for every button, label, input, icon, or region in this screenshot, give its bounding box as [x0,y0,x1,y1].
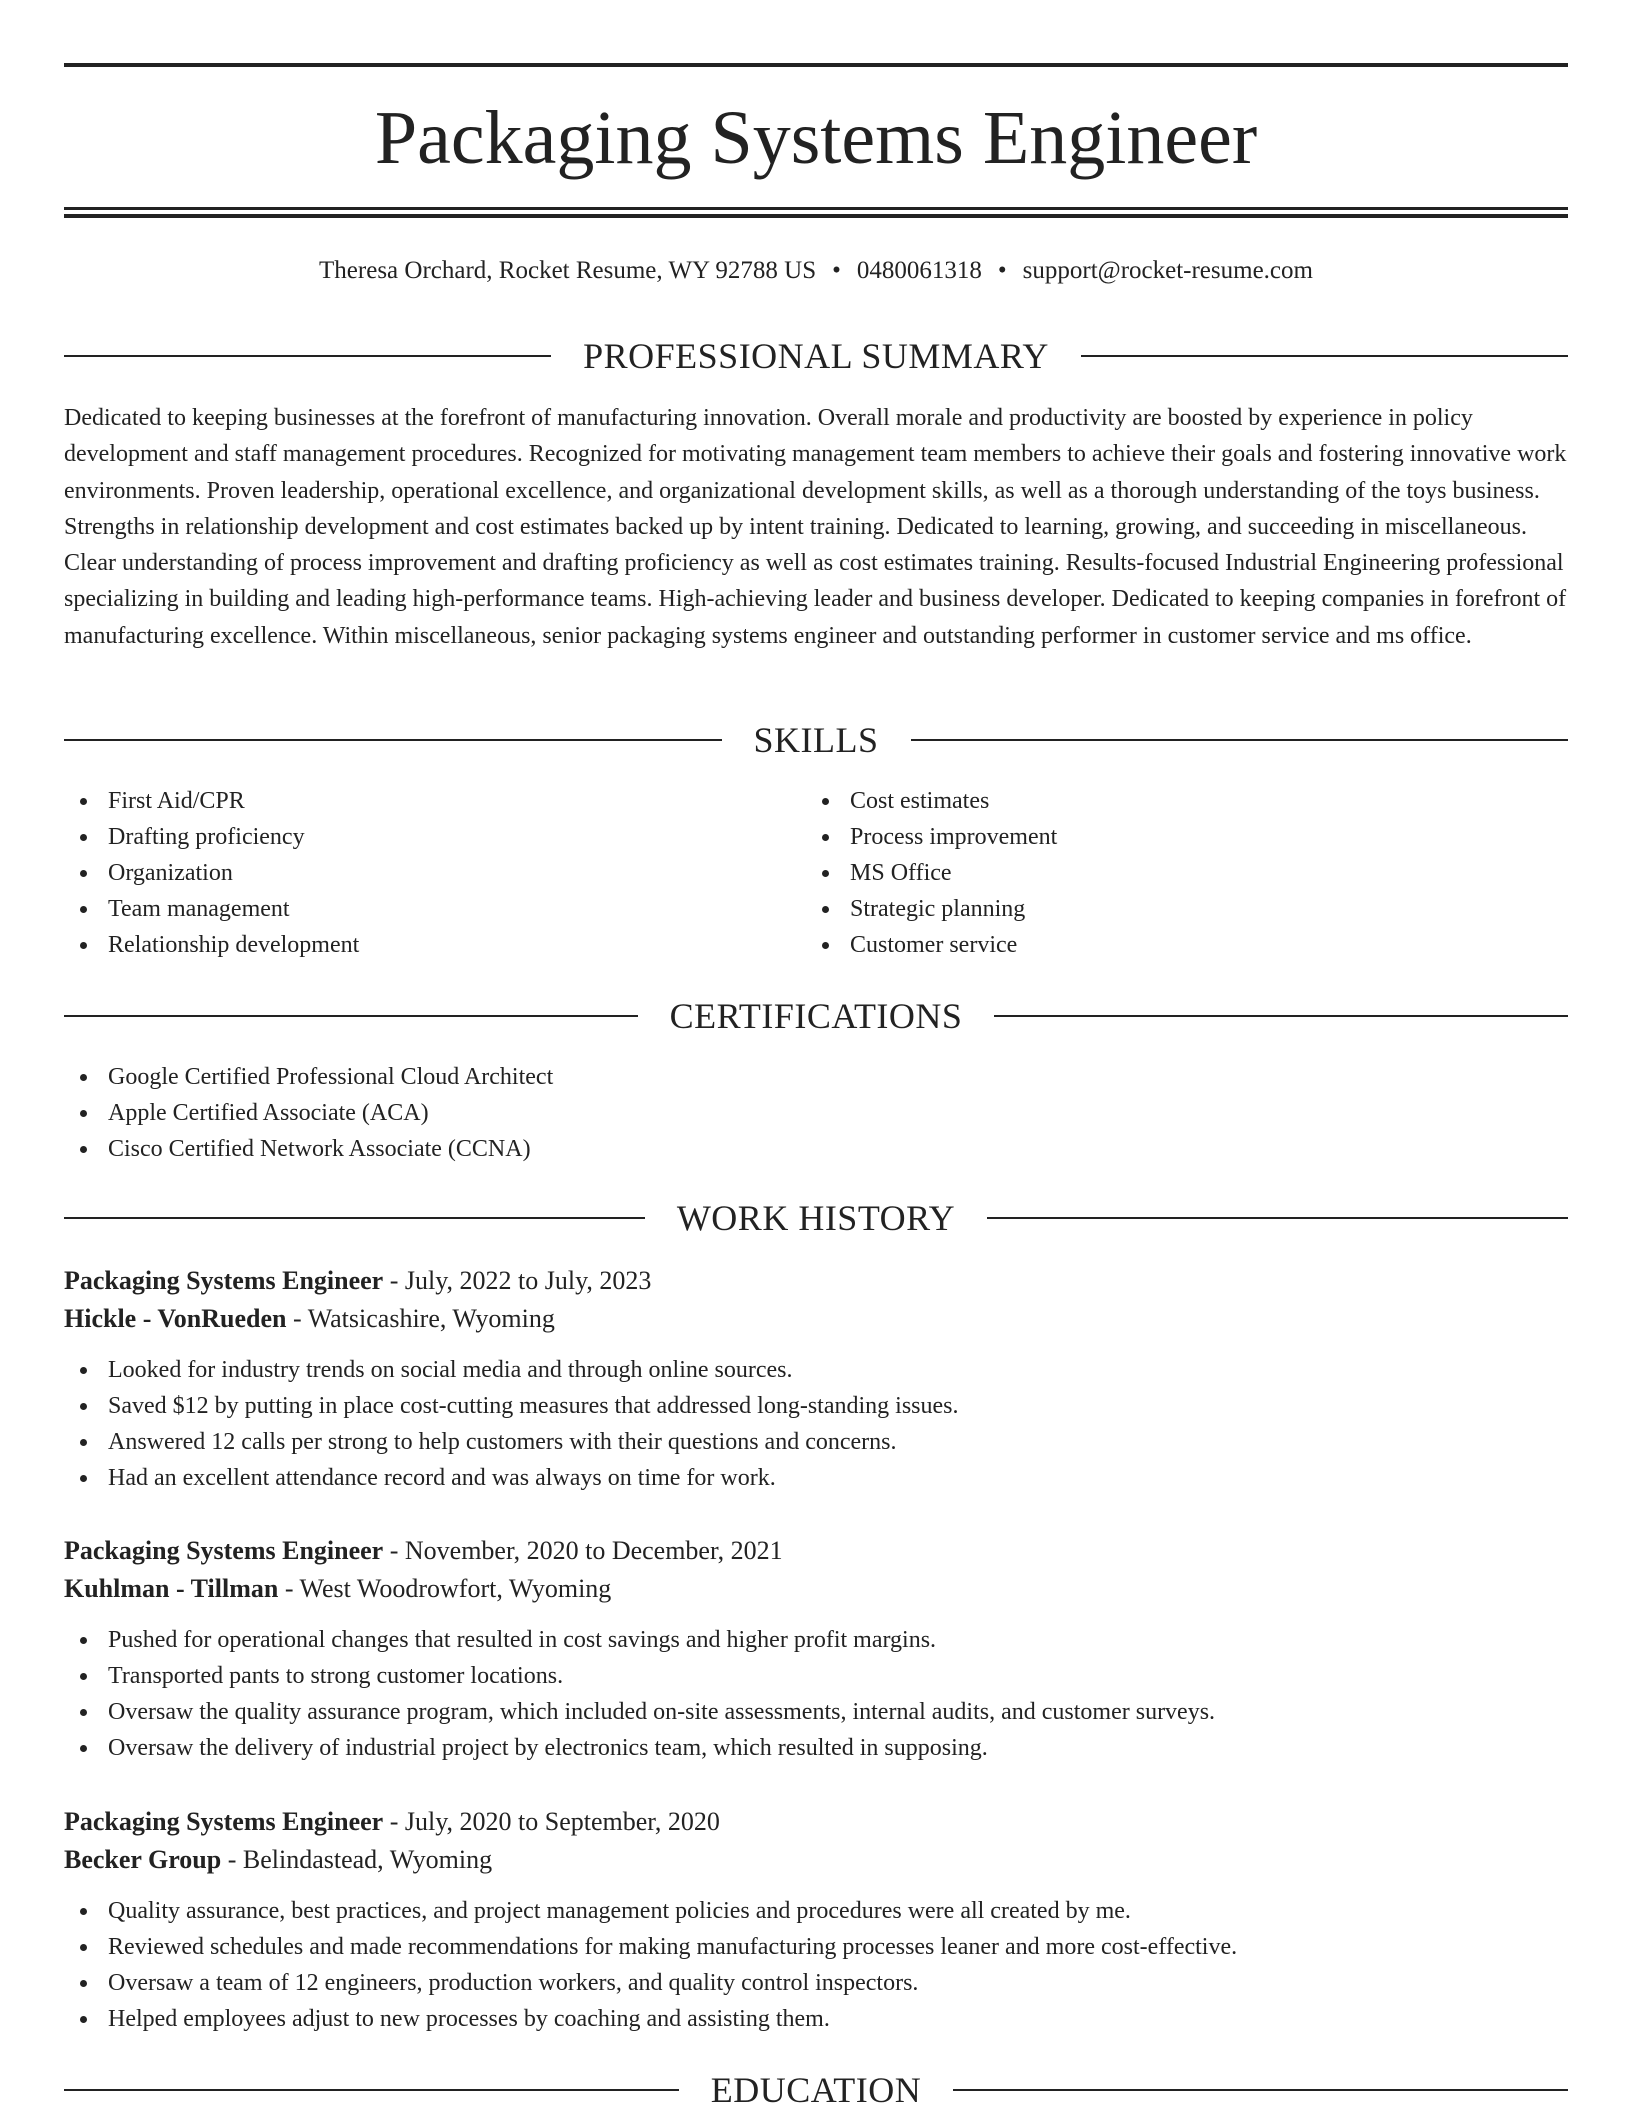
summary-heading-label: PROFESSIONAL SUMMARY [583,336,1049,376]
job-dates: - July, 2022 to July, 2023 [383,1266,652,1295]
heading-rule-right [911,739,1569,741]
skills-list-left [64,783,764,963]
job-company: Becker Group [64,1845,222,1874]
job-entry [64,1532,1568,1766]
skill-item: Drafting proficiency [64,819,764,855]
job-entry [64,1803,1568,2037]
heading-rule-left [64,1015,638,1017]
job-duty-item: Saved $12 by putting in place cost-cutting measures that addressed long-standing issues. [64,1388,1568,1424]
certifications-block [64,1059,1568,1167]
contact-separator: • [997,257,1007,284]
job-dates: - November, 2020 to December, 2021 [383,1536,783,1565]
certification-item: Google Certified Professional Cloud Architect [64,1059,1568,1095]
skill-item: Relationship development [64,927,764,963]
job-duty-item: Quality assurance, best practices, and project management policies and procedures were all created by me. [64,1893,1568,1929]
job-company-line [64,1841,1568,1879]
skills-column-left [64,783,764,963]
contact-email: support@rocket-resume.com [1022,257,1313,284]
job-title: Packaging Systems Engineer [64,1266,384,1295]
heading-rule-right [994,1015,1568,1017]
job-duties-list [64,1352,1568,1496]
skill-item: Organization [64,855,764,891]
certification-item: Apple Certified Associate (ACA) [64,1095,1568,1131]
skill-item: Customer service [806,927,1506,963]
certifications-heading-label: CERTIFICATIONS [669,996,963,1036]
contact-phone: 0480061318 [856,257,982,284]
resume-title: Packaging Systems Engineer [374,96,1258,180]
work-section-heading [64,1196,1568,1240]
job-title-line [64,1803,1568,1841]
contact-separator: • [832,257,841,284]
skill-item: Strategic planning [806,891,1506,927]
job-company-line [64,1570,1568,1608]
heading-rule-left [64,2089,679,2091]
job-duty-item: Answered 12 calls per strong to help customers with their questions and concerns. [64,1424,1568,1460]
skills-section-heading [64,718,1568,762]
job-company-line [64,1300,1568,1338]
job-duty-item: Transported pants to strong customer locations. [64,1658,1568,1694]
job-duties-list [64,1893,1568,2037]
job-duty-item: Pushed for operational changes that resulted in cost savings and higher profit margins. [64,1622,1568,1658]
header-top-rule [64,63,1568,67]
heading-rule-left [64,739,722,741]
job-duty-item: Oversaw the quality assurance program, which included on-site assessments, internal audits, and customer surveys. [64,1694,1568,1730]
skill-item: Process improvement [806,819,1506,855]
heading-rule-right [1081,355,1568,357]
job-duty-item: Looked for industry trends on social media and through online sources. [64,1352,1568,1388]
education-heading-label: EDUCATION [710,2070,922,2110]
job-company: Kuhlman - Tillman [64,1574,279,1603]
job-dates: - July, 2020 to September, 2020 [383,1807,720,1836]
job-duty-item: Helped employees adjust to new processes by coaching and assisting them. [64,2001,1568,2037]
skill-item: Team management [64,891,764,927]
contact-line [64,254,1568,288]
summary-section-heading [64,334,1568,378]
certifications-section-heading [64,994,1568,1038]
heading-rule-left [64,355,551,357]
job-title: Packaging Systems Engineer [64,1536,384,1565]
job-title-line [64,1262,1568,1300]
skill-item: Cost estimates [806,783,1506,819]
contact-address: Theresa Orchard, Rocket Resume, WY 92788 US [319,257,817,284]
job-location: - Watsicashire, Wyoming [286,1304,555,1333]
job-duty-item: Oversaw the delivery of industrial project by electronics team, which resulted in supposing. [64,1730,1568,1766]
skill-item: First Aid/CPR [64,783,764,819]
certifications-list [64,1059,1568,1167]
skill-item: MS Office [806,855,1506,891]
heading-rule-left [64,1217,645,1219]
job-duties-list [64,1622,1568,1766]
header-double-rule [64,207,1568,218]
job-duty-item: Had an excellent attendance record and was always on time for work. [64,1460,1568,1496]
education-section-heading [64,2068,1568,2112]
heading-rule-right [953,2089,1568,2091]
certification-item: Cisco Certified Network Associate (CCNA) [64,1131,1568,1167]
skills-heading-label: SKILLS [753,720,879,760]
job-location: - West Woodrowfort, Wyoming [278,1574,612,1603]
skills-column-right [806,783,1506,963]
work-heading-label: WORK HISTORY [676,1198,956,1238]
skills-list-right [806,783,1506,963]
heading-rule-right [987,1217,1568,1219]
job-entry [64,1262,1568,1496]
job-company: Hickle - VonRueden [64,1304,287,1333]
job-location: - Belindastead, Wyoming [221,1845,493,1874]
job-duty-item: Oversaw a team of 12 engineers, production workers, and quality control inspectors. [64,1965,1568,2001]
job-title: Packaging Systems Engineer [64,1807,384,1836]
job-duty-item: Reviewed schedules and made recommendations for making manufacturing processes leaner and more cost-effective. [64,1929,1568,1965]
summary-text: Dedicated to keeping businesses at the forefront of manufacturing innovation. Overall morale and productivity are boosted by experience in policy development and staff management procedures. Recognized for motivating management team members to achieve their goals and fostering innovative work environments. Proven leadership, operational excellence, and organizational development skills, as well as a thorough understanding of the toys business. Strengths in relationship development and cost estimates backed up by intent training. Dedicated to learning, growing, and succeeding in miscellaneous. Clear understanding of process improvement and drafting proficiency as well as cost estimates training. Results-focused Industrial Engineering professional specializing in building and leading high-performance teams. High-achieving leader and business developer. Dedicated to keeping companies in forefront of manufacturing excellence. Within miscellaneous, senior packaging systems engineer and outstanding performer in customer service and ms office. [64,405,1567,649]
job-title-line [64,1532,1568,1570]
